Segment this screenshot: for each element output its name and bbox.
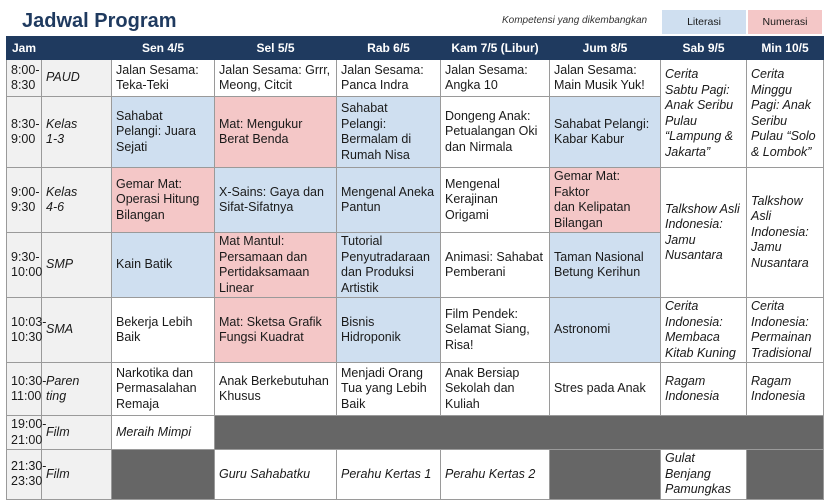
program-cell: Tutorial Penyutradaraan dan Produksi Artistik [337,233,441,298]
program-cell: Sahabat Pelangi: Bermalam di Rumah Nisa [337,97,441,168]
program-cell: Mat: Mengukur Berat Benda [215,97,337,168]
row-paud [7,60,824,97]
group-cell: Film [42,416,112,450]
col-header-sen: Sen 4/5 [112,37,215,60]
program-cell: Perahu Kertas 2 [441,450,550,500]
time-cell: 10:30- 11:00 [7,363,42,416]
time-cell: 9:30- 10:00 [7,233,42,298]
program-cell: Gemar Mat: Faktor dan Kelipatan Bilangan [550,168,661,233]
program-cell: Guru Sahabatku [215,450,337,500]
empty-slot [112,450,215,500]
time-cell: 10:03- 10:30 [7,298,42,363]
program-cell: Ragam Indonesia [661,363,747,416]
col-header-group [42,37,112,60]
program-cell: X-Sains: Gaya dan Sifat-Sifatnya [215,168,337,233]
group-cell: PAUD [42,60,112,97]
program-cell: Anak Berkebutuhan Khusus [215,363,337,416]
col-header-rab: Rab 6/5 [337,37,441,60]
program-cell: Jalan Sesama: Main Musik Yuk! [550,60,661,97]
page-title: Jadwal Program [22,10,177,32]
program-cell: Ragam Indonesia [747,363,824,416]
program-cell: Cerita Indonesia: Membaca Kitab Kuning [661,298,747,363]
program-cell: Mengenal Kerajinan Origami [441,168,550,233]
program-cell: Sahabat Pelangi: Juara Sejati [112,97,215,168]
row-film-2 [7,450,824,500]
time-cell: 9:00- 9:30 [7,168,42,233]
col-header-sab: Sab 9/5 [661,37,747,60]
program-cell: Astronomi [550,298,661,363]
program-cell: Anak Bersiap Sekolah dan Kuliah [441,363,550,416]
program-cell: Narkotika dan Permasalahan Remaja [112,363,215,416]
program-cell: Sahabat Pelangi: Kabar Kabur [550,97,661,168]
program-cell: Talkshow Asli Indonesia: Jamu Nusantara [747,168,824,298]
program-cell: Stres pada Anak [550,363,661,416]
program-cell: Bekerja Lebih Baik [112,298,215,363]
row-sma [7,298,824,363]
row-kelas-4-6 [7,168,824,233]
col-header-jam: Jam [7,37,42,60]
program-cell: Talkshow Asli Indonesia: Jamu Nusantara [661,168,747,298]
legend-numerasi: Numerasi [748,10,822,34]
program-cell: Mat Mantul: Persamaan dan Pertidaksamaan Linear [215,233,337,298]
program-cell: Cerita Sabtu Pagi: Anak Seribu Pulau “Lampung & Jakarta” [661,60,747,168]
program-cell: Kain Batik [112,233,215,298]
time-cell: 8:00- 8:30 [7,60,42,97]
row-film-1 [7,416,824,450]
program-cell: Meraih Mimpi [112,416,215,450]
program-cell: Gemar Mat: Operasi Hitung Bilangan [112,168,215,233]
col-header-sel: Sel 5/5 [215,37,337,60]
program-cell: Jalan Sesama: Angka 10 [441,60,550,97]
program-cell: Film Pendek: Selamat Siang, Risa! [441,298,550,363]
col-header-kam: Kam 7/5 (Libur) [441,37,550,60]
legend-caption: Kompetensi yang dikembangkan [502,15,648,26]
group-cell: Kelas 1-3 [42,97,112,168]
program-cell: Gulat Benjang Pamungkas [661,450,747,500]
empty-slot [215,416,824,450]
program-cell: Cerita Indonesia: Permainan Tradisional [747,298,824,363]
time-cell: 8:30- 9:00 [7,97,42,168]
program-cell: Mengenal Aneka Pantun [337,168,441,233]
col-header-min: Min 10/5 [747,37,824,60]
group-cell: Kelas 4-6 [42,168,112,233]
time-cell: 21:30- 23:30 [7,450,42,500]
program-cell: Taman Nasional Betung Kerihun [550,233,661,298]
group-cell: SMP [42,233,112,298]
group-cell: Paren ting [42,363,112,416]
group-cell: Film [42,450,112,500]
group-cell: SMA [42,298,112,363]
header-row [7,37,824,60]
time-cell: 19:00- 21:00 [7,416,42,450]
empty-slot [550,450,661,500]
program-cell: Animasi: Sahabat Pemberani [441,233,550,298]
col-header-jum: Jum 8/5 [550,37,661,60]
program-cell: Menjadi Orang Tua yang Lebih Baik [337,363,441,416]
program-cell: Mat: Sketsa Grafik Fungsi Kuadrat [215,298,337,363]
program-cell: Bisnis Hidroponik [337,298,441,363]
legend-literasi: Literasi [662,10,746,34]
program-cell: Jalan Sesama: Grrr, Meong, Citcit [215,60,337,97]
program-cell: Jalan Sesama: Teka-Teki [112,60,215,97]
program-cell: Cerita Minggu Pagi: Anak Seribu Pulau “Solo & Lombok” [747,60,824,168]
program-cell: Jalan Sesama: Panca Indra [337,60,441,97]
program-cell: Dongeng Anak: Petualangan Oki dan Nirmala [441,97,550,168]
schedule-table [6,36,824,500]
program-cell: Perahu Kertas 1 [337,450,441,500]
empty-slot [747,450,824,500]
row-parenting [7,363,824,416]
